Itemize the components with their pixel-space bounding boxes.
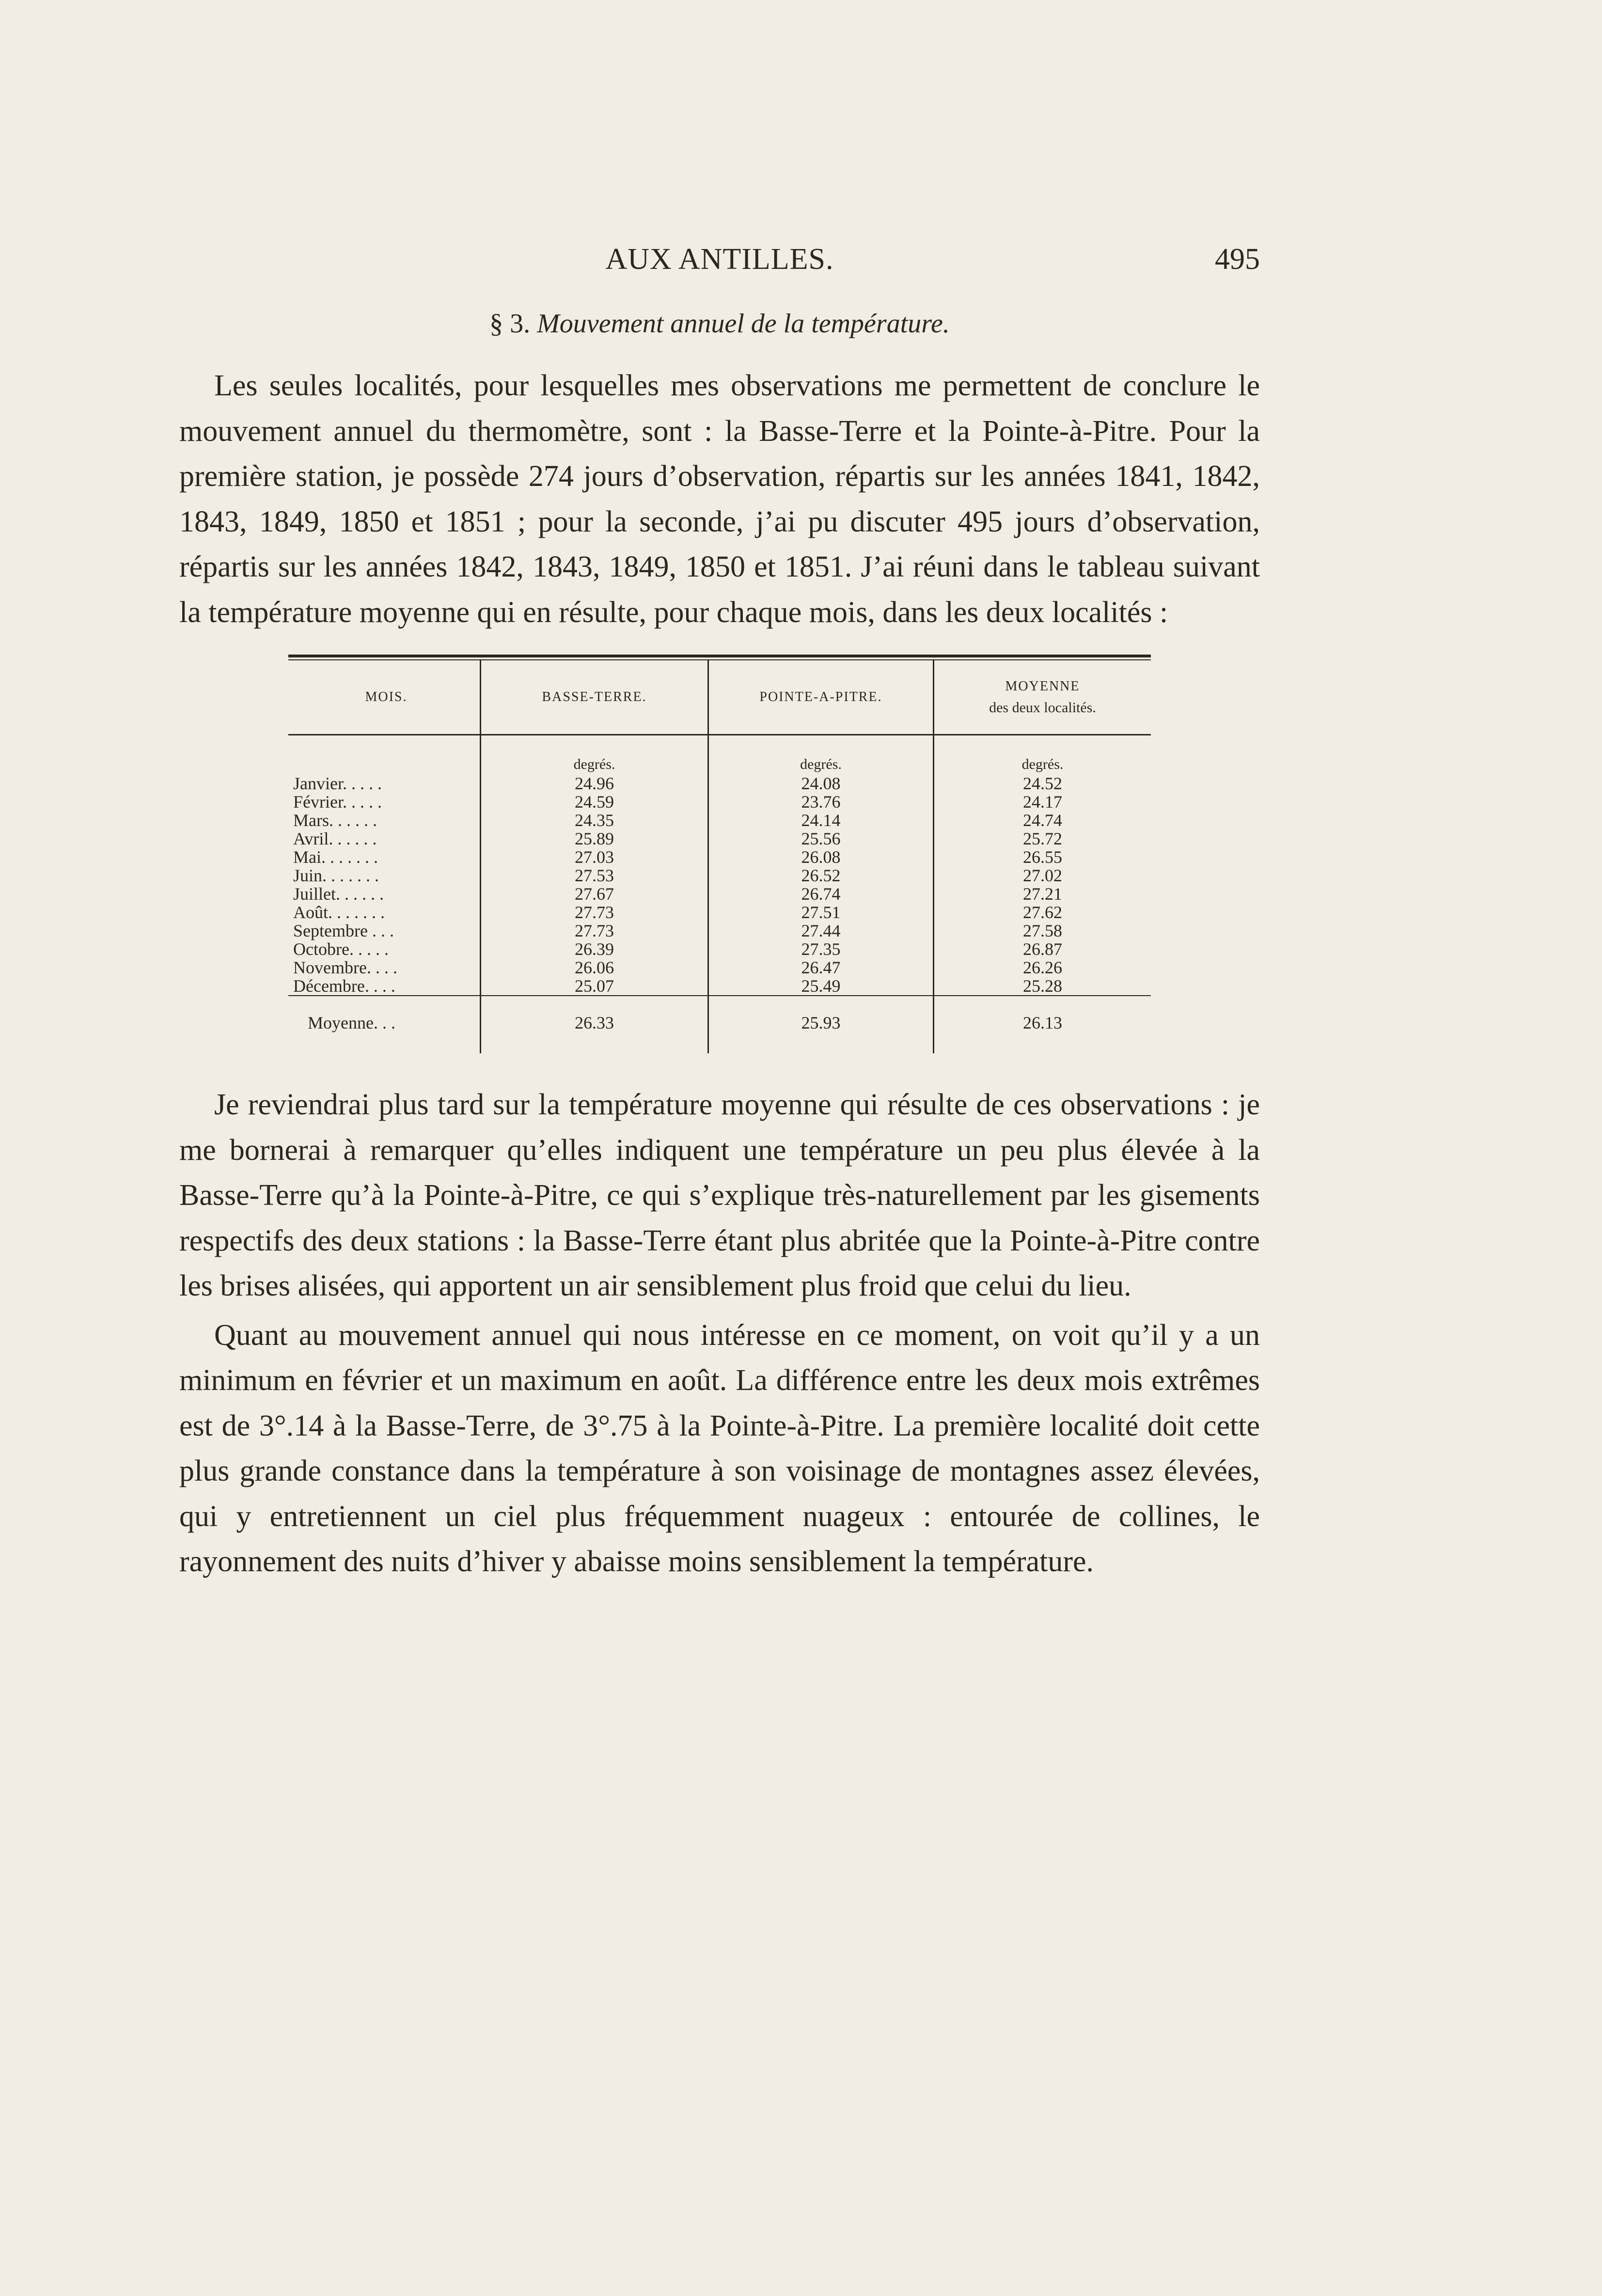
basse-terre-cell: 26.06 (481, 958, 708, 977)
table-body (288, 735, 1151, 996)
moyenne-cell: 27.62 (934, 903, 1151, 922)
moyenne-cell: 26.26 (934, 958, 1151, 977)
average-moyenne: 26.13 (934, 996, 1151, 1053)
basse-terre-cell: 26.39 (481, 940, 708, 958)
basse-terre-cell: 24.59 (481, 793, 708, 811)
table-header-row (288, 660, 1151, 735)
pointe-a-pitre-cell: 26.08 (708, 848, 934, 866)
moyenne-cell: 25.72 (934, 829, 1151, 848)
header-moyenne-sub: des deux localités. (989, 700, 1096, 716)
paragraph-3: Quant au mouvement annuel qui nous intéresse en ce moment, on voit qu’il y a un minimum en février et un maximum en août. La différence entre les deux mois extrêmes est de 3°.14 à la Basse-Terre, de 3°.75 à la Pointe-à-Pitre. La première localité doit cette plus grande constance dans la température à son voisinage de montagnes assez élevées, qui y entretiennent un ciel plus fréquemment nuageux : entourée de collines, le rayonnement des nuits d’hiver y abaisse moins sensiblement la température. (179, 1318, 1260, 1578)
month-cell: Mai. . . . . . . (293, 847, 378, 867)
pointe-a-pitre-cell: 24.08 (708, 774, 934, 793)
basse-terre-cell: 27.67 (481, 885, 708, 903)
moyenne-cell: 27.58 (934, 922, 1151, 940)
table-row (288, 885, 1151, 903)
month-cell: Juillet. . . . . . (293, 884, 384, 904)
month-cell: Avril. . . . . . (293, 829, 377, 848)
paragraph-2: Je reviendrai plus tard sur la température moyenne qui résulte de ces observations : je me bornerai à remarquer qu’elles indiquent une température un peu plus élevée à la Basse-Terre qu’à la Pointe-à-Pitre, ce qui s’explique très-naturellement par les gisements respectifs des deux stations : la Basse-Terre étant plus abritée que la Pointe-à-Pitre contre les brises alisées, qui apportent un air sensiblement plus froid que celui du lieu. (179, 1088, 1260, 1302)
moyenne-cell: 26.87 (934, 940, 1151, 958)
table-row (288, 848, 1151, 866)
average-basse-terre: 26.33 (481, 996, 708, 1053)
page-number: 495 (1215, 243, 1260, 276)
basse-terre-cell: 27.73 (481, 903, 708, 922)
moyenne-cell: 24.17 (934, 793, 1151, 811)
header-moyenne (934, 660, 1151, 735)
month-cell: Novembre. . . . (293, 958, 397, 977)
month-cell: Juin. . . . . . . (293, 866, 379, 885)
table-row (288, 866, 1151, 885)
paragraph-1: Les seules localités, pour lesquelles mes observations me permettent de conclure le mouvement annuel du thermomètre, sont : la Basse-Terre et la Pointe-à-Pitre. Pour la première station, je possède 274 jours d’observation, répartis sur les années 1841, 1842, 1843, 1849, 1850 et 1851 ; pour la seconde, j’ai pu discuter 495 jours d’observation, répartis sur les années 1842, 1843, 1849, 1850 et 1851. J’ai réuni dans le tableau suivant la température moyenne qui en résulte, pour chaque mois, dans les deux localités : (179, 369, 1260, 629)
moyenne-cell: 27.21 (934, 885, 1151, 903)
table-row (288, 829, 1151, 848)
month-cell: Décembre. . . . (293, 976, 395, 996)
table-row (288, 793, 1151, 811)
unit-row (288, 735, 1151, 775)
pointe-a-pitre-cell: 25.56 (708, 829, 934, 848)
moyenne-cell: 24.74 (934, 811, 1151, 829)
header-basse-terre: BASSE-TERRE. (481, 660, 708, 735)
basse-terre-cell: 27.73 (481, 922, 708, 940)
basse-terre-cell: 25.07 (481, 977, 708, 996)
month-cell: Octobre. . . . . (293, 939, 389, 959)
header-pointe-a-pitre: POINTE-A-PITRE. (708, 660, 934, 735)
pointe-a-pitre-cell: 27.35 (708, 940, 934, 958)
table-row (288, 977, 1151, 996)
temperature-table (288, 655, 1151, 1053)
basse-terre-cell: 25.89 (481, 829, 708, 848)
table-row (288, 811, 1151, 829)
unit-basse-terre: degrés. (481, 735, 708, 775)
pointe-a-pitre-cell: 25.49 (708, 977, 934, 996)
section-title: Mouvement annuel de la température. (537, 309, 950, 339)
pointe-a-pitre-cell: 27.44 (708, 922, 934, 940)
pointe-a-pitre-cell: 23.76 (708, 793, 934, 811)
table-row (288, 958, 1151, 977)
basse-terre-cell: 27.53 (481, 866, 708, 885)
moyenne-cell: 25.28 (934, 977, 1151, 996)
moyenne-cell: 24.52 (934, 774, 1151, 793)
page-content (179, 242, 1260, 1585)
table-row (288, 922, 1151, 940)
section-number: § 3. (489, 309, 531, 339)
month-cell: Février. . . . . (293, 792, 382, 812)
average-row (288, 996, 1151, 1053)
pointe-a-pitre-cell: 27.51 (708, 903, 934, 922)
unit-moyenne: degrés. (934, 735, 1151, 775)
average-label: Moyenne. . . (288, 996, 481, 1053)
month-cell: Septembre . . . (293, 921, 394, 940)
table-row (288, 774, 1151, 793)
header-mois: MOIS. (365, 689, 408, 704)
pointe-a-pitre-cell: 26.74 (708, 885, 934, 903)
basse-terre-cell: 24.35 (481, 811, 708, 829)
month-cell: Août. . . . . . . (293, 903, 385, 922)
basse-terre-cell: 27.03 (481, 848, 708, 866)
moyenne-cell: 26.55 (934, 848, 1151, 866)
table-top-rule (288, 655, 1151, 657)
pointe-a-pitre-cell: 26.47 (708, 958, 934, 977)
table-row (288, 940, 1151, 958)
section-heading (179, 308, 1260, 339)
moyenne-cell: 27.02 (934, 866, 1151, 885)
month-cell: Janvier. . . . . (293, 774, 382, 793)
header-moyenne-label: MOYENNE (1005, 679, 1080, 694)
table-row (288, 903, 1151, 922)
pointe-a-pitre-cell: 26.52 (708, 866, 934, 885)
pointe-a-pitre-cell: 24.14 (708, 811, 934, 829)
running-header (179, 242, 1260, 281)
unit-pointe-a-pitre: degrés. (708, 735, 934, 775)
month-cell: Mars. . . . . . (293, 811, 377, 830)
average-pointe-a-pitre: 25.93 (708, 996, 934, 1053)
basse-terre-cell: 24.96 (481, 774, 708, 793)
running-title: AUX ANTILLES. (605, 243, 834, 276)
